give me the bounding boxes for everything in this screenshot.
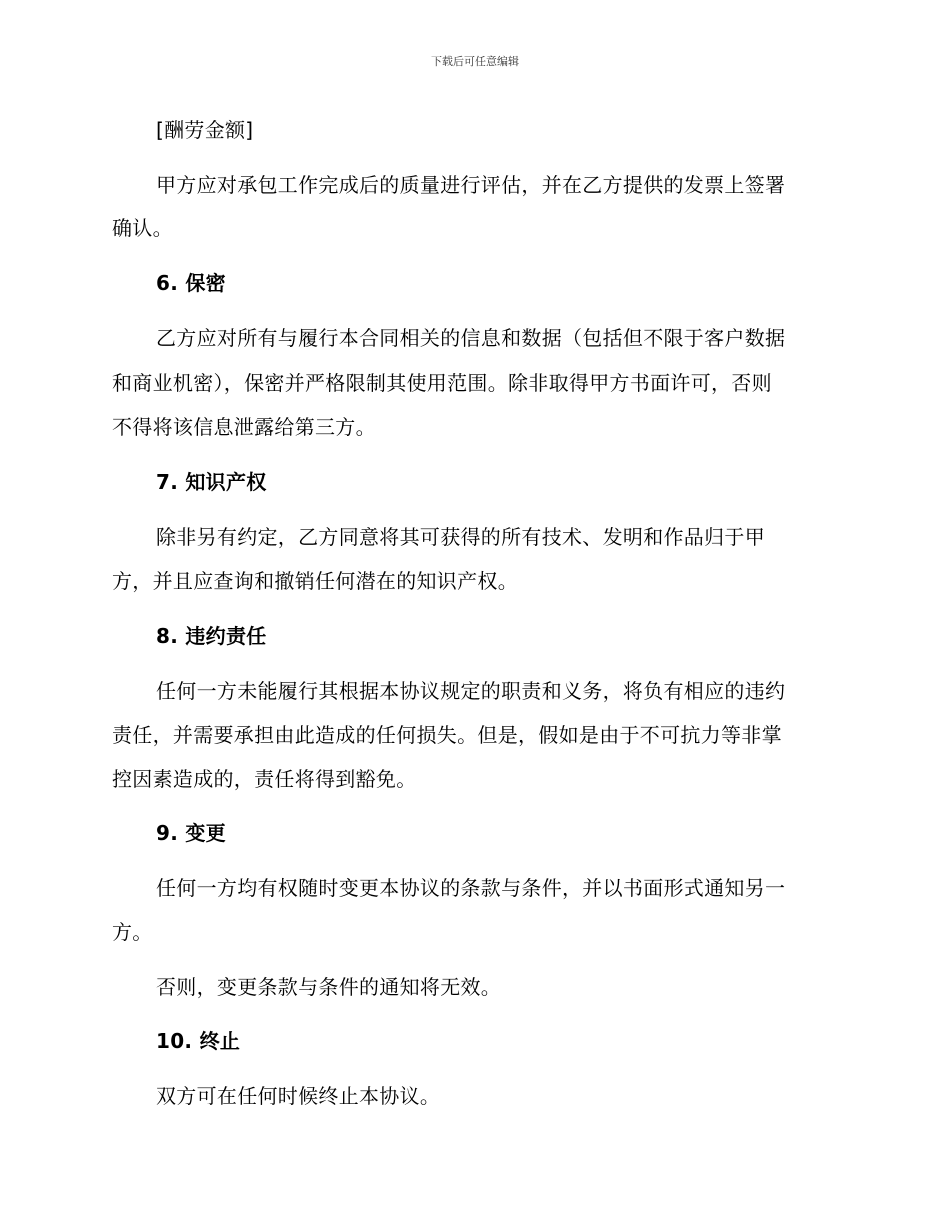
paragraph-intellectual-property-cont: 方，并且应查询和撤销任何潜在的知识产权。 bbox=[112, 569, 518, 593]
section-heading-changes: 9. 变更 bbox=[156, 821, 226, 845]
paragraph-confidentiality-cont-2: 不得将该信息泄露给第三方。 bbox=[112, 415, 376, 439]
paragraph-quality-evaluation-cont: 确认。 bbox=[112, 216, 173, 240]
page-header-note: 下载后可任意编辑 bbox=[431, 55, 519, 68]
paragraph-breach-liability: 任何一方未能履行其根据本协议规定的职责和义务，将负有相应的违约 bbox=[156, 679, 786, 703]
paragraph-changes-notice: 否则，变更条款与条件的通知将无效。 bbox=[156, 975, 502, 999]
paragraph-remuneration-amount: [酬劳金额] bbox=[156, 118, 254, 142]
paragraph-confidentiality: 乙方应对所有与履行本合同相关的信息和数据（包括但不限于客户数据 bbox=[156, 326, 786, 350]
paragraph-quality-evaluation: 甲方应对承包工作完成后的质量进行评估，并在乙方提供的发票上签署 bbox=[156, 173, 786, 197]
paragraph-breach-liability-cont-1: 责任，并需要承担由此造成的任何损失。但是，假如是由于不可抗力等非掌 bbox=[112, 723, 782, 747]
section-heading-breach-liability: 8. 违约责任 bbox=[156, 624, 267, 648]
paragraph-confidentiality-cont-1: 和商业机密），保密并严格限制其使用范围。除非取得甲方书面许可，否则 bbox=[112, 371, 772, 395]
section-heading-confidentiality: 6. 保密 bbox=[156, 271, 226, 295]
section-heading-termination: 10. 终止 bbox=[156, 1029, 241, 1053]
paragraph-breach-liability-cont-2: 控因素造成的，责任将得到豁免。 bbox=[112, 767, 417, 791]
paragraph-intellectual-property: 除非另有约定，乙方同意将其可获得的所有技术、发明和作品归于甲 bbox=[156, 525, 765, 549]
paragraph-termination: 双方可在任何时候终止本协议。 bbox=[156, 1084, 441, 1108]
section-heading-intellectual-property: 7. 知识产权 bbox=[156, 470, 267, 494]
paragraph-changes-cont: 方。 bbox=[112, 920, 153, 944]
paragraph-changes: 任何一方均有权随时变更本协议的条款与条件，并以书面形式通知另一 bbox=[156, 876, 786, 900]
